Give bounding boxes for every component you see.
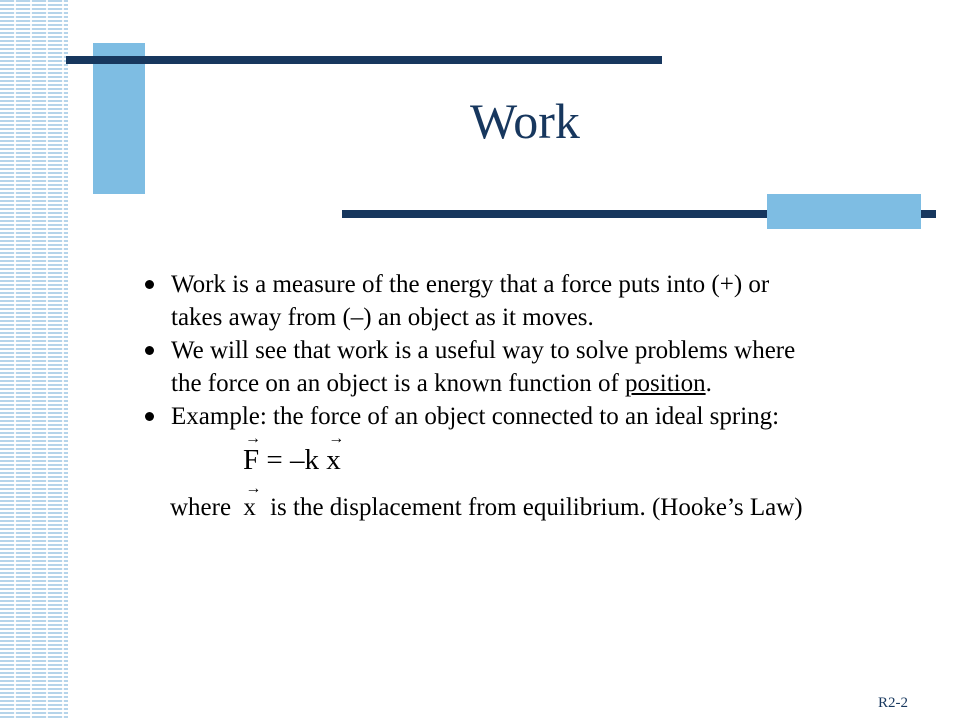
hookes-law-equation <box>243 444 341 477</box>
force-vector: → F <box>243 444 259 477</box>
where-explanation <box>170 494 803 522</box>
left-stripe-overlay <box>0 0 68 720</box>
displacement-symbol: → x <box>243 494 256 522</box>
where-label: where <box>170 494 232 521</box>
bullet-item <box>145 334 905 400</box>
displacement-vector: → x <box>326 444 341 477</box>
bullet-text: takes away from (–) an object as it moves. <box>171 304 594 331</box>
slide-number: R2-2 <box>878 695 908 711</box>
bullet-text <box>171 367 905 400</box>
slide-title: Work <box>470 93 580 149</box>
blue-vertical-block <box>93 43 145 194</box>
bullet-text-part: . <box>705 370 712 397</box>
title-top-rule <box>66 56 662 64</box>
bullet-list <box>145 268 905 433</box>
bullet-text: Example: the force of an object connected to an ideal spring: <box>171 403 780 430</box>
bullet-item <box>145 400 905 433</box>
bullet-item <box>145 268 905 334</box>
where-text: is the displacement from equilibrium. (Hooke’s Law) <box>270 494 803 521</box>
bullet-text-part: the force on an object is a known function of <box>171 370 626 397</box>
underlined-word: position <box>625 370 706 397</box>
bullet-text: Work is a measure of the energy that a force puts into (+) or <box>171 271 770 298</box>
bullet-text: We will see that work is a useful way to solve problems where <box>171 337 796 364</box>
equation-operator: = –k <box>266 444 319 476</box>
blue-right-block <box>767 194 921 229</box>
